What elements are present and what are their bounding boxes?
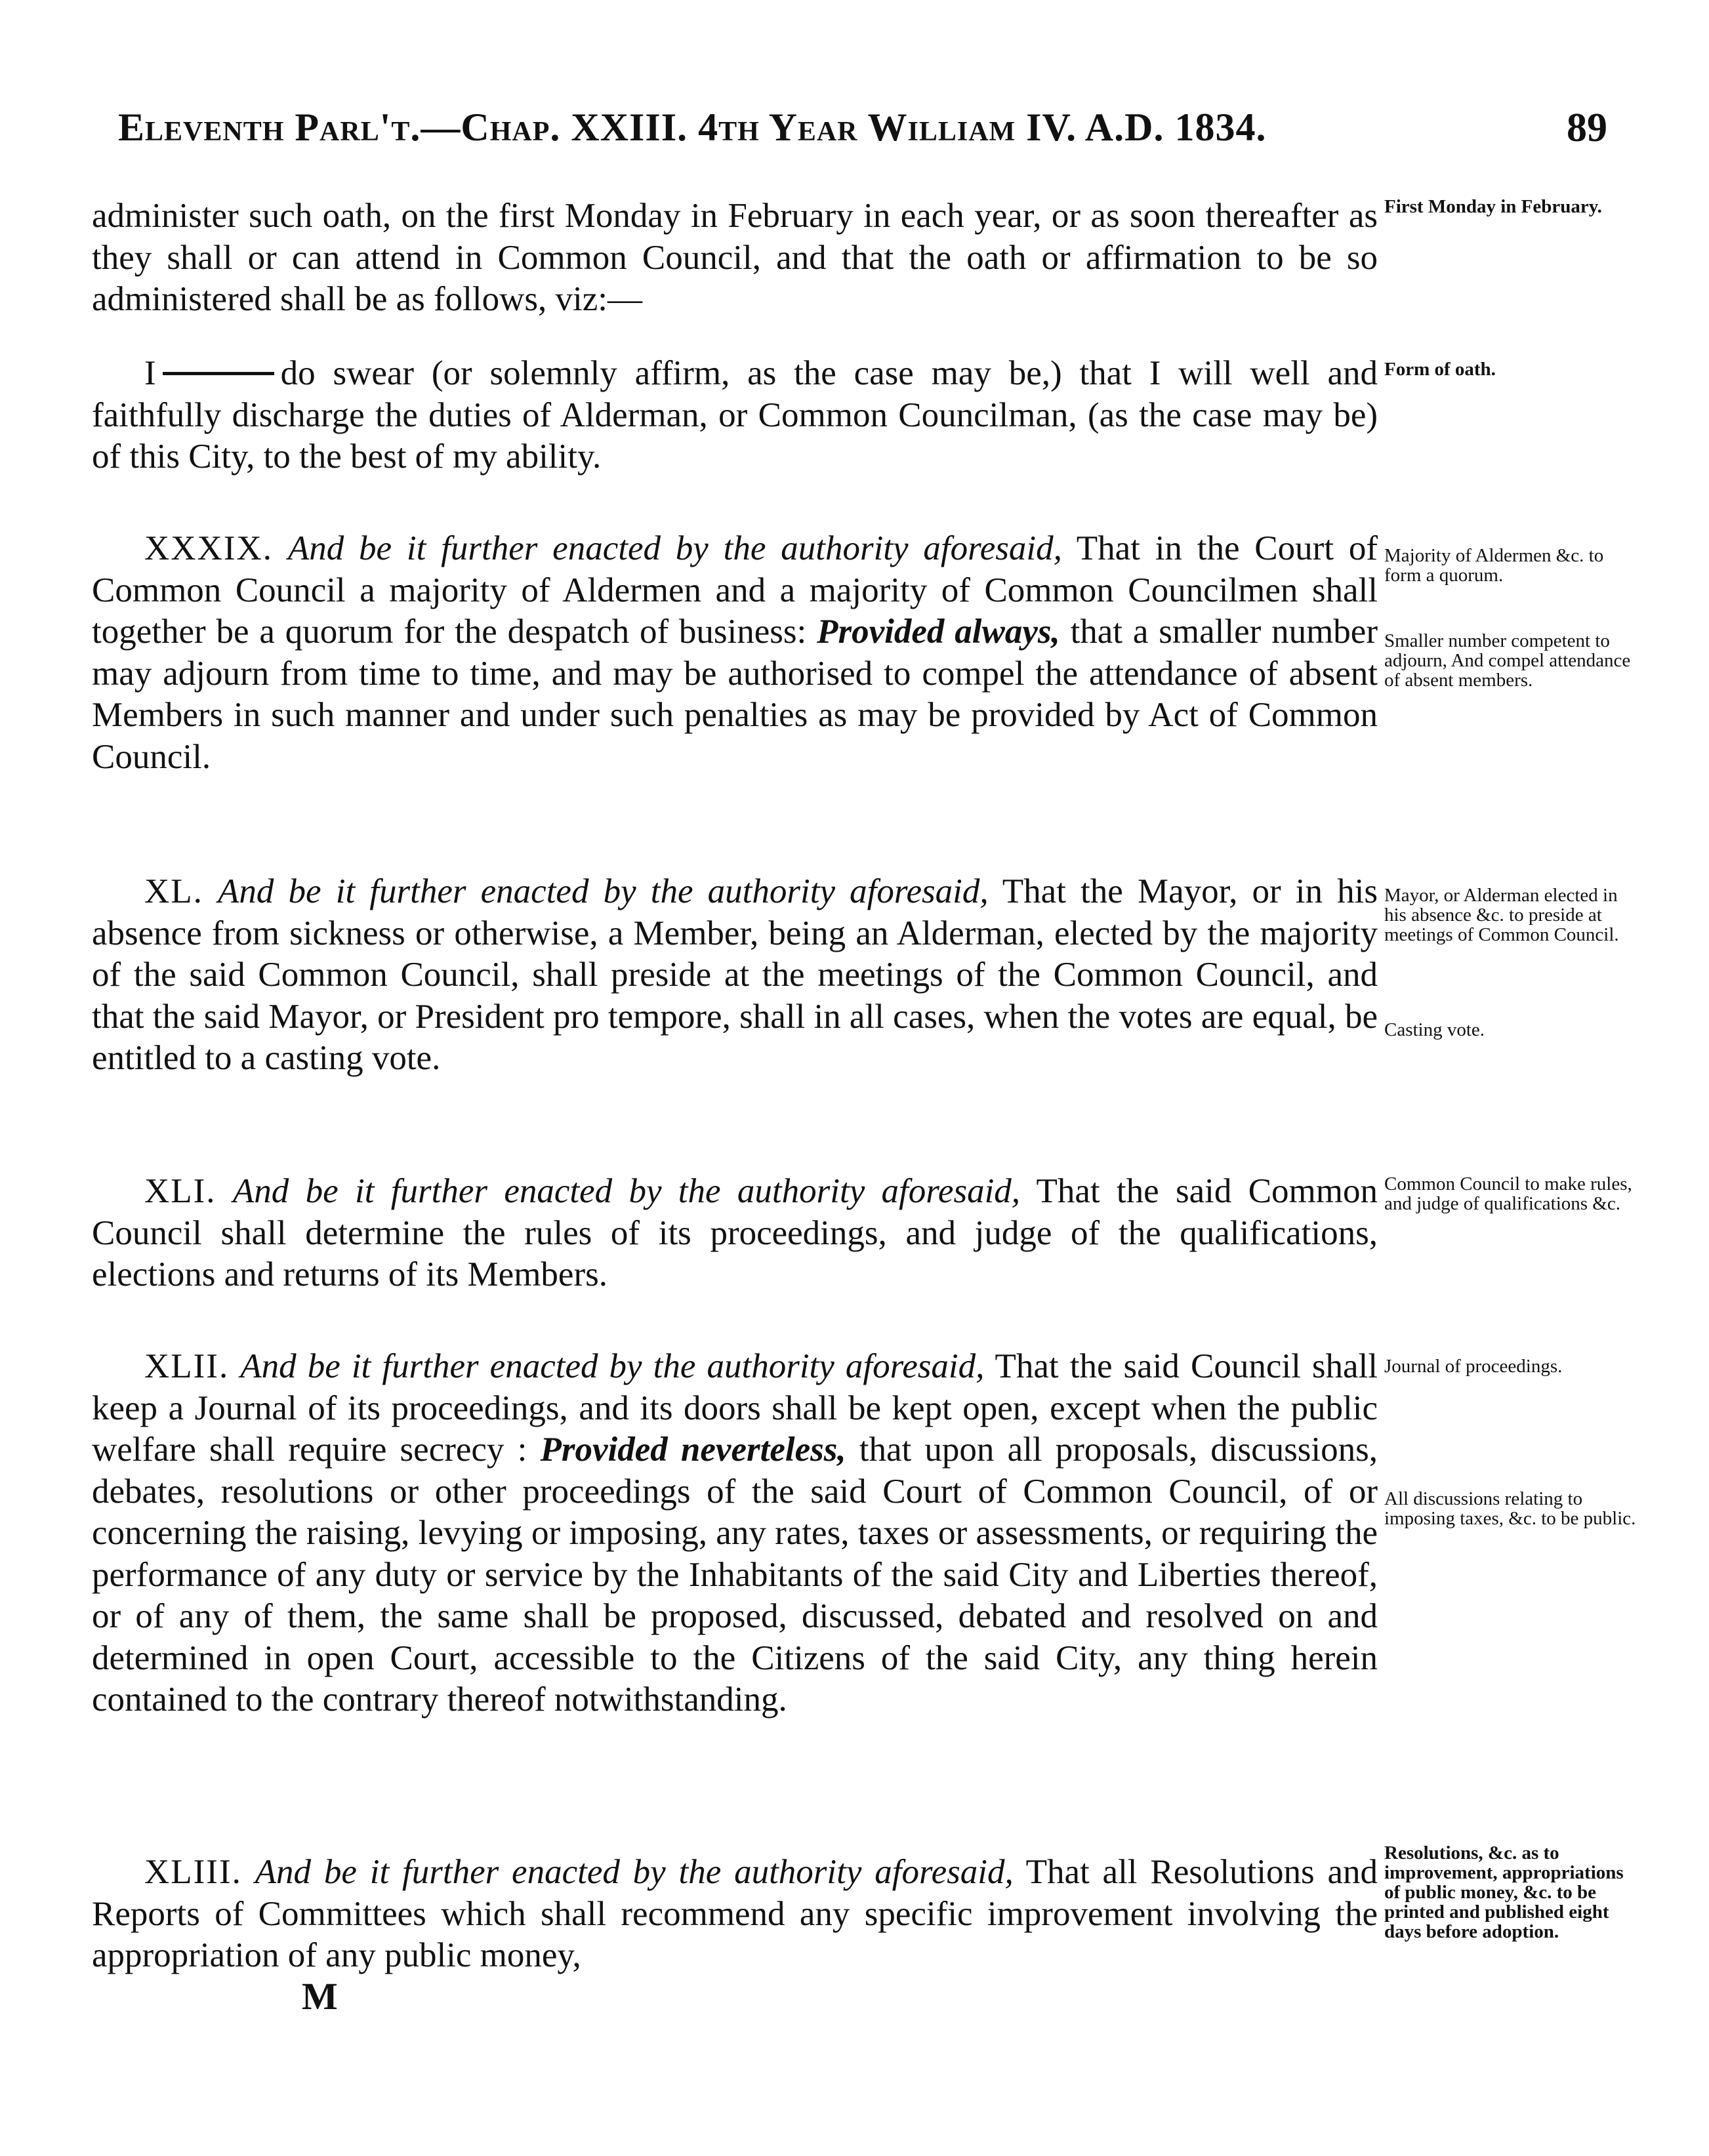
enacting-clause: And be it further enacted by the authority aforesaid, <box>287 529 1062 567</box>
section-xlii <box>92 1346 1378 1721</box>
section-xl <box>92 871 1378 1080</box>
signature-mark: M <box>302 1974 338 2018</box>
margin-note-casting-vote: Casting vote. <box>1384 1019 1485 1040</box>
section-xli <box>92 1171 1378 1296</box>
oath-start: I <box>144 354 156 392</box>
section-body-part1: That the said Council shall keep a Journal of its proceedings, and its doors shall be kept open, except when the public welfare shall require secrecy : <box>92 1347 1378 1469</box>
section-number: XL. <box>144 872 203 910</box>
section-body-part2: that a smaller number may adjourn from time to time, and may be authorised to compel the attendance of absent Members in such manner and under such penalties as may be provided by Act of Common Council. <box>92 613 1378 776</box>
section-xliii <box>92 1852 1378 2016</box>
enacting-clause: And be it further enacted by the authority aforesaid, <box>255 1853 1014 1891</box>
section-text <box>92 1346 1378 1721</box>
section-body: That the Mayor, or in his absence from sickness or otherwise, a Member, being an Alderman, elected by the majority of the said Common Council, shall preside at the meetings of the Common Council, and that the said Mayor, or President pro tempore, shall in all cases, when the votes are equal, be entitled to a casting vote. <box>92 872 1378 1077</box>
header-title: Eleventh Parl't.—Chap. XXIII. 4th Year William IV. A.D. 1834. <box>118 106 1267 149</box>
name-blank-line <box>163 372 274 375</box>
margin-note-quorum: Majority of Aldermen &c. to form a quorum. <box>1384 545 1604 586</box>
enacting-clause: And be it further enacted by the authority aforesaid, <box>218 872 989 910</box>
section-number: XLI. <box>144 1172 216 1210</box>
section-number: XLII. <box>144 1347 230 1385</box>
section-text <box>92 871 1378 1080</box>
section-text <box>92 1852 1378 1977</box>
running-head <box>118 105 1607 157</box>
oath-text <box>92 353 1378 478</box>
margin-note-form-of-oath: Form of oath. <box>1384 359 1496 380</box>
proviso: Provided always, <box>817 613 1060 651</box>
margin-note-smaller-number: Smaller number competent to adjourn, And compel attendance of absent members. <box>1384 630 1631 691</box>
margin-note-first-monday: First Monday in February. <box>1384 196 1602 217</box>
paragraph-oath-administration <box>92 195 1378 321</box>
section-body: That the said Common Council shall determine the rules of its proceedings, and judge of the qualifications, elections and returns of its Members. <box>92 1172 1378 1293</box>
enacting-clause: And be it further enacted by the authority aforesaid, <box>232 1172 1021 1210</box>
page-number: 89 <box>1567 106 1607 150</box>
margin-note-public-discussion: All discussions relating to imposing taxes, &c. to be public. <box>1384 1488 1636 1529</box>
enacting-clause: And be it further enacted by the authority aforesaid, <box>240 1347 985 1385</box>
margin-note-rules: Common Council to make rules, and judge of qualifications &c. <box>1384 1173 1632 1214</box>
section-body-part1: That in the Court of Common Council a majority of Aldermen and a majority of Common Councilmen shall together be a quorum for the despatch of business: <box>92 529 1378 651</box>
section-text <box>92 1171 1378 1296</box>
section-body: That all Resolutions and Reports of Committees which shall recommend any specific improvement involving the appropriation of any public money, <box>92 1853 1378 1974</box>
section-xxxix <box>92 528 1378 778</box>
section-number: XLIII. <box>144 1853 242 1891</box>
section-number: XXXIX. <box>144 529 273 567</box>
section-text <box>92 528 1378 778</box>
paragraph-oath-form <box>92 353 1378 478</box>
paragraph-text: administer such oath, on the first Monday in February in each year, or as soon thereafter as they shall or can attend in Common Council, and that the oath or affirmation to be so administered shall be as follows, viz:— <box>92 197 1378 318</box>
margin-note-journal: Journal of proceedings. <box>1384 1356 1563 1377</box>
margin-note-mayor-preside: Mayor, or Alderman elected in his absence &c. to preside at meetings of Common Council. <box>1384 885 1619 945</box>
oath-rest: do swear (or solemnly affirm, as the case may be,) that I will well and faithfully discharge the duties of Alderman, or Common Councilman, (as the case may be) of this City, to the best of my ability. <box>92 354 1378 476</box>
proviso: Provided neverteless, <box>540 1431 846 1469</box>
margin-note-resolutions: Resolutions, &c. as to improvement, appropriations of public money, &c. to be printed and published eight days before adoption. <box>1384 1842 1624 1942</box>
section-body-part2: that upon all proposals, discussions, debates, resolutions or other proceedings of the said Court of Common Council, of or concerning the raising, levying or imposing, any rates, taxes or assessments, or requiring the performance of any duty or service by the Inhabitants of the said City and Liberties thereof, or of any of them, the same shall be proposed, discussed, debated and resolved on and determined in open Court, accessible to the Citizens of the said City, any thing herein contained to the contrary thereof notwithstanding. <box>92 1431 1378 1719</box>
